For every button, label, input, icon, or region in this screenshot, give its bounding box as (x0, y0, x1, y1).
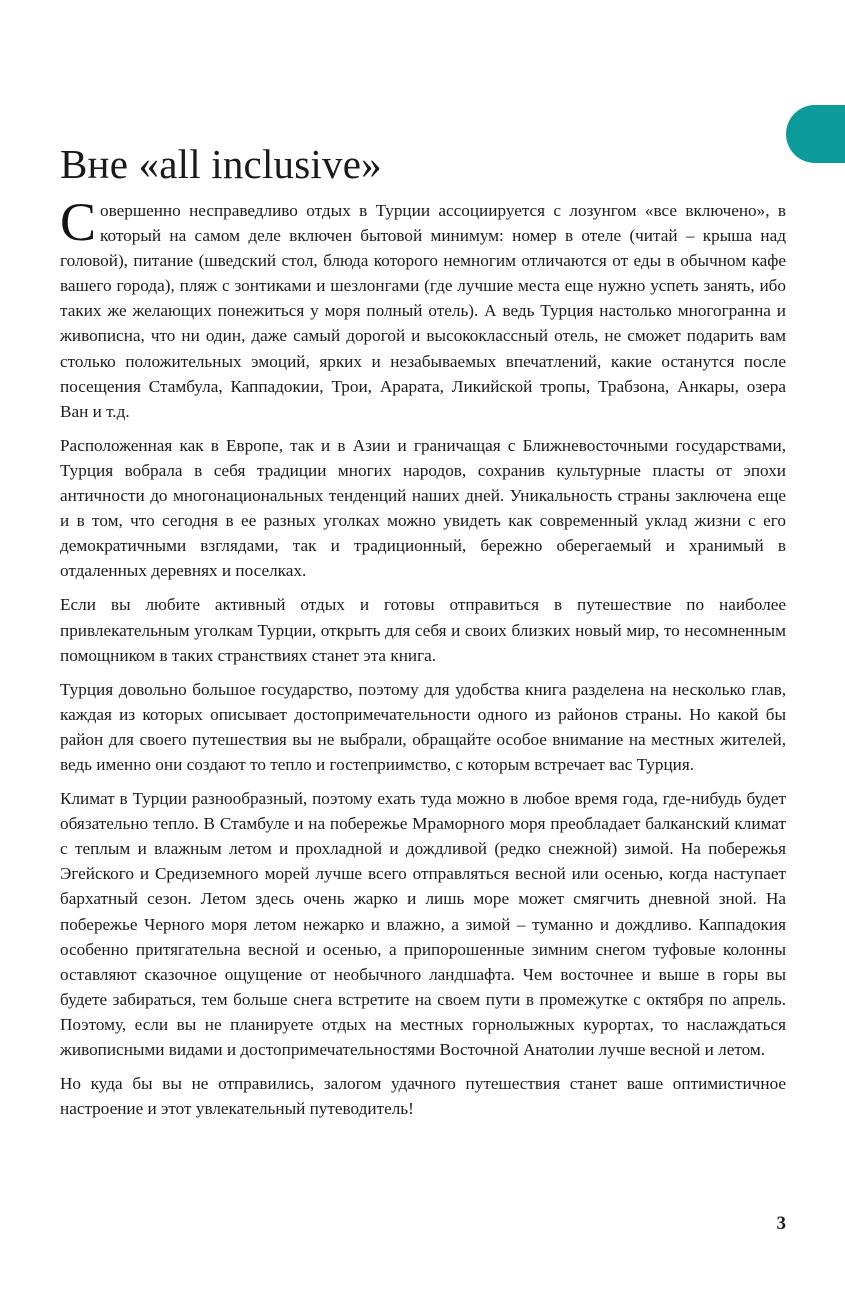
paragraph-1: Совершенно несправедливо отдых в Турции ассоциируется с лозунгом «все включено», в который на самом деле включен бытовой минимум: номер в отеле (читай – крыша над головой), питание (шведский стол, блюда которого немногим отличаются от еды в обычном кафе вашего города), пляж с зонтиками и шезлонгами (где лучшие места еще нужно успеть занять, ибо таких же желающих понежиться у моря полный отель). А ведь Турция настолько многогранна и живописна, что ни один, даже самый дорогой и высококлассный отель, не сможет подарить вам столько положительных эмоций, ярких и незабываемых впечатлений, какие останутся после посещения Стамбула, Каппадокии, Трои, Арарата, Ликийской тропы, Трабзона, Анкары, озера Ван и т.д. (60, 192, 786, 421)
paragraph-4: Турция довольно большое государство, поэтому для удобства книга разделена на несколько глав, каждая из которых описывает достопримечательности одного из районов страны. Но какой бы район для своего путешествия вы не выбрали, обращайте особое внимание на местных жителей, ведь именно они создают то тепло и гостеприимство, с которым встречает вас Турция. (60, 679, 786, 774)
chapter-accent-tab-icon (786, 105, 845, 163)
page-title: Вне «all inclusive» (60, 141, 382, 188)
paragraph-6: Но куда бы вы не отправились, залогом удачного путешествия станет ваше оптимистичное настроение и этот увлекательный путеводитель! (60, 1074, 786, 1119)
page-number: 3 (776, 1213, 786, 1234)
paragraph-2: Расположенная как в Европе, так и в Азии и граничащая с Ближневосточными государствами, Турция вобрала в себя традиции многих народов, сохранив культурные пласты от эпохи античности до многонациональных тенденций наших дней. Уникальность страны заключена еще и в том, что сегодня в ее разных уголках можно увидеть как современный уклад жизни с его демократичными взглядами, так и традиционный, бережно оберегаемый и хранимый в отдаленных деревнях и поселках. (60, 435, 786, 581)
body-text-column (60, 192, 786, 1121)
paragraph-5: Климат в Турции разнообразный, поэтому ехать туда можно в любое время года, где-нибудь будет обязательно тепло. В Стамбуле и на побережье Мраморного моря преобладает балканский климат с теплым и влажным летом и прохладной и дождливой (редко снежной) зимой. На побережья Эгейского и Средиземного морей лучше всего отправляться весной или осенью, когда наступает бархатный сезон. Летом здесь очень жарко и лишь море может смягчить дневной зной. На побережье Черного моря летом нежарко и влажно, а зимой – туманно и дождливо. Каппадокия особенно притягательна весной и осенью, а припорошенные зимним снегом туфовые колонны оставляют сказочное ощущение от необычного ландшафта. Чем восточнее и выше в горы вы будете забираться, тем больше снега встретите на своем пути в промежутке с октября по апрель. Поэтому, если вы не планируете отдых на местных горнолыжных курортах, то наслаждаться живописными видами и достопримечательностями Восточной Анатолии лучше весной и летом. (60, 789, 786, 1059)
paragraph-3: Если вы любите активный отдых и готовы отправиться в путешествие по наиболее привлекательным уголкам Турции, открыть для себя и своих близких новый мир, то несомненным помощником в таких странствиях станет эта книга. (60, 595, 786, 665)
